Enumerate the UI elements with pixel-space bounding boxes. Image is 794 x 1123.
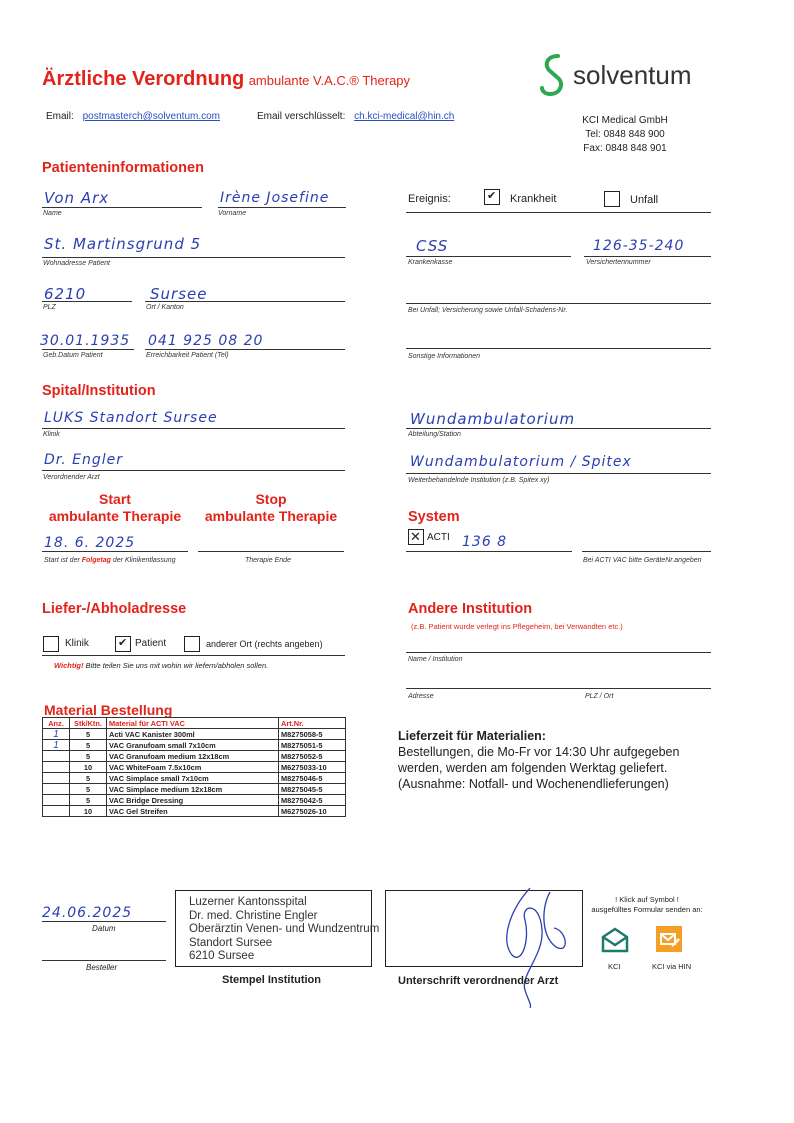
- material-stk-cell: 10: [70, 762, 107, 773]
- material-artnr-cell: M8275051-5: [279, 740, 346, 751]
- material-row: [43, 740, 346, 751]
- email-enc-label: Email verschlüsselt:: [257, 111, 346, 122]
- stamp-line-4: Standort Sursee: [189, 936, 273, 949]
- stamp-text: [189, 896, 379, 964]
- stamp-line-3: Oberärztin Venen- und Wundzentrum: [189, 923, 380, 935]
- abteilung-value[interactable]: Wundambulatorium: [410, 410, 576, 428]
- versnr-value[interactable]: 126-35-240: [593, 238, 685, 254]
- kasse-value[interactable]: CSS: [416, 237, 449, 255]
- material-row: [43, 806, 346, 817]
- start-note-red: Folgetag: [81, 557, 111, 564]
- andere-adresse-label: Adresse: [408, 693, 434, 700]
- email-label: Email:: [46, 111, 74, 122]
- material-row: [43, 762, 346, 773]
- material-row: [43, 773, 346, 784]
- start-note-post: der Klinikentlassung: [110, 557, 176, 564]
- material-name-cell: VAC Gel Streifen: [107, 806, 279, 817]
- liefer-heading: Liefer-/Abholadresse: [42, 601, 187, 617]
- krankheit-check-icon: ✔: [487, 190, 497, 202]
- material-stk-cell: 10: [70, 806, 107, 817]
- krankheit-label: Krankheit: [510, 193, 557, 205]
- patient-vorname-label: Vorname: [218, 210, 247, 217]
- material-heading: Material Bestellung: [44, 702, 173, 718]
- material-name-cell: VAC Simplace small 7x10cm: [107, 773, 279, 784]
- material-body: [43, 729, 346, 817]
- start-date-value[interactable]: 18. 6. 2025: [44, 535, 136, 551]
- geraet-value[interactable]: 136 8: [462, 534, 508, 550]
- patient-ort-value[interactable]: Sursee: [150, 285, 208, 303]
- unfall-checkbox[interactable]: [604, 191, 620, 207]
- start-note-pre: Start ist der: [44, 557, 82, 564]
- material-artnr-cell: M8275058-5: [279, 729, 346, 740]
- material-artnr-cell: M8275045-5: [279, 784, 346, 795]
- andere-plz-label: PLZ / Ort: [585, 693, 614, 700]
- material-name-cell: VAC Simplace medium 12x18cm: [107, 784, 279, 795]
- kci-mail-icon[interactable]: [601, 927, 627, 953]
- material-artnr-cell: M6275033-10: [279, 762, 346, 773]
- material-stk-cell: 5: [70, 751, 107, 762]
- liefer-klinik-checkbox[interactable]: [43, 636, 59, 652]
- start-note: [44, 557, 176, 564]
- col-stk: Stk/Ktn.: [70, 718, 107, 729]
- email-link[interactable]: postmasterch@solventum.com: [82, 111, 220, 122]
- klinik-label: Klinik: [43, 431, 60, 438]
- patient-name-value[interactable]: Von Arx: [44, 189, 110, 207]
- stamp-line-1: Luzerner Kantonsspital: [189, 896, 307, 908]
- material-artnr-cell: M6275026-10: [279, 806, 346, 817]
- liefer-note: [54, 661, 268, 670]
- signature-label: Unterschrift verordnender Arzt: [398, 975, 559, 987]
- lieferzeit-heading: Lieferzeit für Materialien:: [398, 729, 546, 743]
- versnr-label: Versichertennummer: [586, 259, 651, 266]
- material-header-row: [43, 718, 346, 729]
- stamp-line-5: 6210 Sursee: [189, 950, 255, 962]
- send-hint-1: ! Klick auf Symbol !: [615, 895, 679, 904]
- brand-name: solventum: [573, 60, 692, 90]
- stop-heading-1: Stop: [255, 491, 287, 507]
- liefer-note-text: Bitte teilen Sie uns mit wohin wir liefern/abholen sollen.: [83, 661, 269, 670]
- weiter-label: Weiterbehandelnde Institution (z.B. Spitex xy): [408, 477, 550, 484]
- datum-label: Datum: [92, 924, 116, 933]
- andere-sub: (z.B. Patient wurde verlegt ins Pflegeheim, bei Verwandten etc.): [411, 622, 623, 631]
- patient-ort-label: Ort / Kanton: [146, 304, 184, 311]
- title-sub: ambulante V.A.C.® Therapy: [248, 73, 411, 88]
- patient-tel-value[interactable]: 041 925 08 20: [148, 333, 264, 349]
- liefer-anderer-label: anderer Ort (rechts angeben): [206, 639, 323, 649]
- solventum-s-icon: [536, 52, 570, 98]
- liefer-klinik-label: Klinik: [65, 638, 89, 649]
- system-note: Bei ACTI VAC bitte GeräteNr.angeben: [583, 557, 702, 564]
- andere-name-label: Name / Institution: [408, 656, 463, 663]
- material-table: [42, 717, 346, 817]
- acti-label: ACTI: [427, 532, 450, 543]
- stop-heading-2: ambulante Therapie: [204, 508, 338, 524]
- material-anz-cell[interactable]: [43, 751, 70, 762]
- company-fax: Fax: 0848 848 901: [583, 143, 667, 154]
- form-title: [42, 68, 410, 91]
- material-anz-cell[interactable]: 1: [43, 729, 70, 740]
- company-name: KCI Medical GmbH: [582, 115, 668, 126]
- material-row: [43, 751, 346, 762]
- company-tel: Tel: 0848 848 900: [585, 129, 665, 140]
- material-anz-cell[interactable]: [43, 784, 70, 795]
- datum-value[interactable]: 24.06.2025: [42, 905, 133, 921]
- material-row: [43, 795, 346, 806]
- material-stk-cell: 5: [70, 740, 107, 751]
- material-anz-cell[interactable]: [43, 762, 70, 773]
- material-anz-cell[interactable]: [43, 806, 70, 817]
- weiter-value[interactable]: Wundambulatorium / Spitex: [410, 454, 632, 470]
- email-enc-link[interactable]: ch.kci-medical@hin.ch: [354, 111, 455, 122]
- material-anz-cell[interactable]: 1: [43, 740, 70, 751]
- lieferzeit-line1: Bestellungen, die Mo-Fr vor 14:30 Uhr aufgegeben: [398, 745, 680, 759]
- stamp-line-2: Dr. med. Christine Engler: [189, 909, 318, 922]
- material-stk-cell: 5: [70, 795, 107, 806]
- material-artnr-cell: M8275042-5: [279, 795, 346, 806]
- patient-plz-value[interactable]: 6210: [44, 285, 87, 303]
- material-name-cell: VAC Granufoam medium 12x18cm: [107, 751, 279, 762]
- start-heading-2: ambulante Therapie: [48, 508, 182, 524]
- material-artnr-cell: M8275046-5: [279, 773, 346, 784]
- liefer-anderer-checkbox[interactable]: [184, 636, 200, 652]
- kasse-label: Krankenkasse: [408, 259, 453, 266]
- sonstige-label: Sonstige Informationen: [408, 353, 480, 360]
- col-artnr: Art.Nr.: [279, 718, 346, 729]
- material-name-cell: Acti VAC Kanister 300ml: [107, 729, 279, 740]
- abteilung-label: Abteilung/Station: [408, 431, 461, 438]
- send-hint: [584, 895, 710, 915]
- spital-heading: Spital/Institution: [42, 383, 156, 399]
- liefer-patient-check-icon: ✔: [118, 637, 128, 649]
- ereignis-label: Ereignis:: [408, 193, 451, 205]
- start-heading: [42, 491, 188, 525]
- acti-cross-icon: ✕: [410, 529, 421, 544]
- arzt-value[interactable]: Dr. Engler: [44, 452, 124, 468]
- liefer-patient-label: Patient: [135, 638, 167, 649]
- material-name-cell: VAC WhiteFoam 7.5x10cm: [107, 762, 279, 773]
- unfall-label: Unfall: [630, 194, 659, 206]
- material-row: [43, 729, 346, 740]
- col-material: Material für ACTI VAC: [107, 718, 279, 729]
- email-enc-row: [257, 111, 454, 122]
- end-label: Therapie Ende: [245, 557, 291, 564]
- company-block: [580, 114, 670, 156]
- col-anz: Anz.: [43, 718, 70, 729]
- lieferzeit-block: [398, 728, 679, 792]
- material-row: [43, 784, 346, 795]
- material-stk-cell: 5: [70, 773, 107, 784]
- patient-dob-value[interactable]: 30.01.1935: [40, 333, 131, 349]
- system-heading: System: [408, 509, 460, 525]
- title-main: Ärztliche Verordnung: [42, 68, 245, 90]
- patient-address-value[interactable]: St. Martinsgrund 5: [44, 235, 202, 253]
- material-name-cell: VAC Granufoam small 7x10cm: [107, 740, 279, 751]
- material-name-cell: VAC Bridge Dressing: [107, 795, 279, 806]
- material-stk-cell: 5: [70, 784, 107, 795]
- start-heading-1: Start: [99, 491, 131, 507]
- kci-label: KCI: [608, 962, 621, 971]
- send-hint-2: ausgefülltes Formular senden an:: [591, 905, 703, 914]
- kci-hin-icon[interactable]: [656, 926, 682, 952]
- stamp-label: Stempel Institution: [222, 974, 321, 986]
- material-anz-cell[interactable]: [43, 795, 70, 806]
- patient-heading: Patienteninformationen: [42, 160, 204, 176]
- material-stk-cell: 5: [70, 729, 107, 740]
- besteller-label: Besteller: [86, 963, 118, 972]
- arzt-label: Verordnender Arzt: [43, 474, 100, 481]
- signature-scribble: [470, 880, 580, 1010]
- lieferzeit-line2: werden, werden am folgenden Werktag geliefert.: [398, 761, 668, 775]
- patient-tel-label: Erreichbarkeit Patient (Tel): [146, 352, 229, 359]
- lieferzeit-line3: (Ausnahme: Notfall- und Wochenendlieferungen): [398, 777, 669, 791]
- patient-name-label: Name: [43, 210, 62, 217]
- unfall-info-label: Bei Unfall; Versicherung sowie Unfall-Schadens-Nr.: [408, 307, 568, 314]
- andere-heading: Andere Institution: [408, 601, 533, 617]
- patient-address-label: Wohnadresse Patient: [43, 260, 110, 267]
- email-row: [46, 111, 220, 122]
- material-anz-cell[interactable]: [43, 773, 70, 784]
- kci-hin-label: KCI via HIN: [652, 962, 692, 971]
- liefer-note-red: Wichtig!: [54, 661, 84, 670]
- patient-vorname-value[interactable]: Irène Josefine: [220, 190, 330, 206]
- stop-heading: [198, 491, 344, 525]
- patient-dob-label: Geb.Datum Patient: [43, 352, 103, 359]
- material-artnr-cell: M8275052-5: [279, 751, 346, 762]
- patient-plz-label: PLZ: [43, 304, 56, 311]
- solventum-logo: [536, 52, 570, 103]
- klinik-value[interactable]: LUKS Standort Sursee: [44, 410, 218, 426]
